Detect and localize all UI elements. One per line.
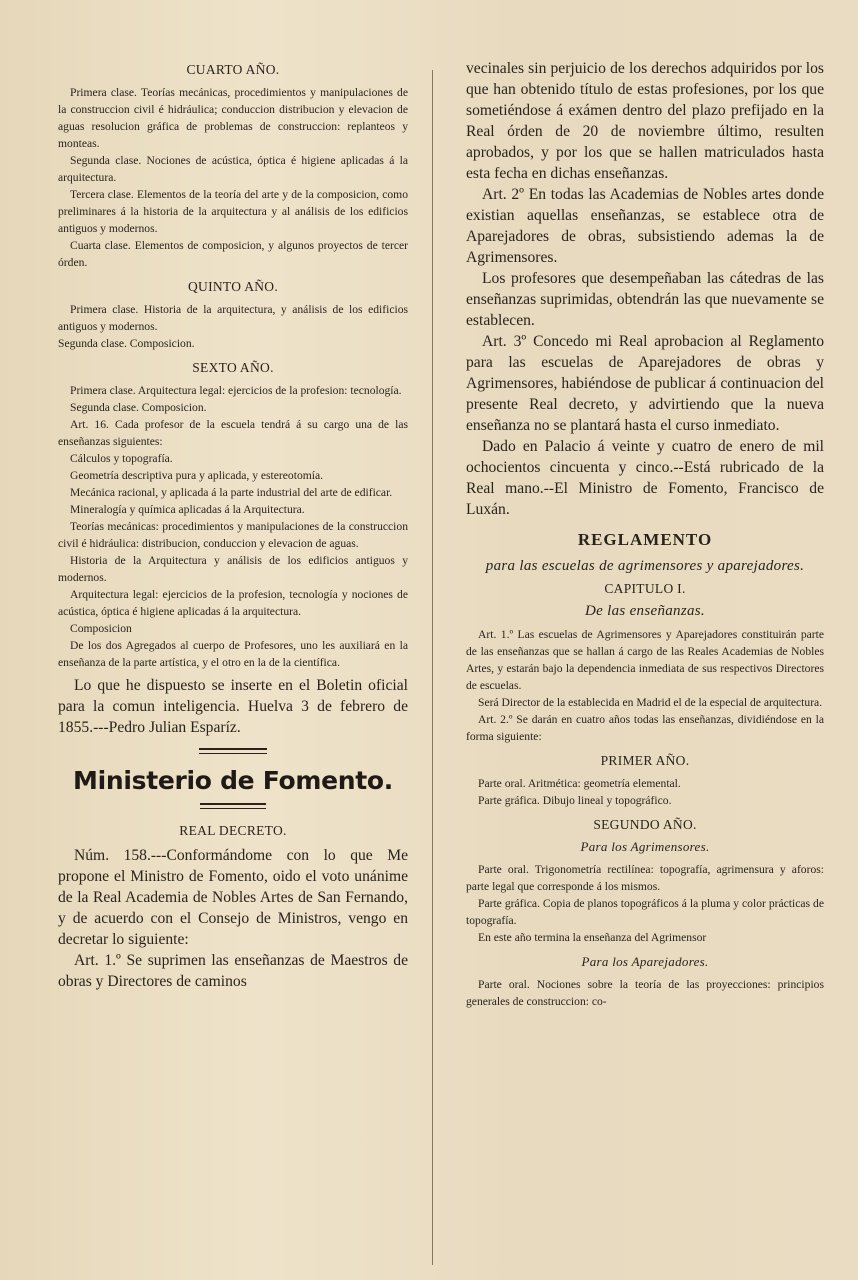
sexto-item: Arquitectura legal: ejercicios de la profesion, tecnología y nociones de acústica, óptica é higiene aplicadas á la arquitectura. (58, 588, 408, 618)
sexto-item: Cálculos y topografía. (70, 452, 173, 465)
article-16: Art. 16. Cada profesor de la escuela tendrá á su cargo una de las enseñanzas siguientes: (58, 418, 408, 448)
closing-paragraph: Lo que he dispuesto se inserte en el Boletin oficial para la comun inteligencia. Huelva 3 de febrero de 1855.---Pedro Julian Esparíz. (58, 677, 408, 736)
segundo-item: En este año termina la enseñanza del Agrimensor (478, 931, 707, 944)
sexto-item: Primera clase. Arquitectura legal: ejercicios de la profesion: tecnología. (70, 384, 402, 397)
heading-segundo-ano: SEGUNDO AÑO. (593, 817, 697, 832)
reglamento-article-2: Art. 2.º Se darán en cuatro años todas las enseñanzas, dividiéndose en la forma siguiente: (466, 713, 824, 743)
sexto-item: Composicion (70, 622, 132, 635)
sexto-item: Segunda clase. Composicion. (70, 401, 207, 414)
decreto-paragraph: Núm. 158.---Conformándome con lo que Me propone el Ministro de Fomento, oido el voto unánime de la Real Academia de Nobles Artes de San Fernando, y de acuerdo con el Consejo de Ministros, vengo en decretar lo siguiente: (58, 847, 408, 948)
quinto-item: Primera clase. Historia de la arquitectura, y análisis de los edificios antiguos y modernos. (58, 303, 408, 333)
article-2: Art. 2º En todas las Academias de Nobles artes donde existian aquellas enseñanzas, se establece otra de Aparejadores de obras, subsistiendo ademas la de Agrimensores. (466, 186, 824, 266)
heading-ensenanzas: De las enseñanzas. (585, 603, 705, 619)
column-divider (432, 70, 433, 1265)
left-column (58, 58, 408, 1260)
sexto-item: Historia de la Arquitectura y análisis de los edificios antiguos y modernos. (58, 554, 408, 584)
heading-para-agrimensores: Para los Agrimensores. (580, 839, 710, 854)
cuarto-item: Cuarta clase. Elementos de composicion, y algunos proyectos de tercer órden. (58, 239, 408, 269)
reglamento-article-1: Art. 1.º Las escuelas de Agrimensores y Aparejadores constituirán parte de las enseñanzas que se hallan á cargo de las Reales Academias de Nobles Artes, y estarán bajo la dependencia inmediata de sus respectivos Directores de escuelas. (466, 628, 824, 692)
profesores-paragraph: Los profesores que desempeñaban las cátedras de las enseñanzas suprimidas, obtendrán las que nuevamente se establecen. (466, 270, 824, 329)
heading-cuarto-ano: CUARTO AÑO. (186, 62, 280, 77)
dado-paragraph: Dado en Palacio á veinte y cuatro de enero de mil ochocientos cincuenta y cinco.--Está rubricado de la Real mano.--El Ministro de Fomento, Francisco de Luxán. (466, 438, 824, 518)
cuarto-item: Tercera clase. Elementos de la teoría del arte y de la composicion, como preliminares á la historia de la arquitectura y al análisis de los edificios antiguos y modernos. (58, 188, 408, 235)
sexto-item: Geometría descriptiva pura y aplicada, y estereotomía. (70, 469, 324, 482)
heading-para-escuelas: para las escuelas de agrimensores y aparejadores. (485, 558, 805, 574)
ministry-title: Ministerio de Fomento. (73, 766, 393, 795)
section-rule (199, 748, 267, 754)
director-paragraph: Será Director de la establecida en Madrid el de la especial de arquitectura. (478, 696, 823, 709)
segundo-item: Parte gráfica. Copia de planos topográficos á la pluma y color prácticas de topografía. (466, 897, 824, 927)
heading-sexto-ano: SEXTO AÑO. (192, 360, 274, 375)
cuarto-item: Segunda clase. Nociones de acústica, óptica é higiene aplicadas á la arquitectura. (58, 154, 408, 184)
right-column (466, 58, 824, 1260)
primer-item: Parte gráfica. Dibujo lineal y topográfico. (478, 794, 672, 807)
continuation-paragraph: vecinales sin perjuicio de los derechos adquiridos por los que han obtenido título de estas profesiones, por los que sometiéndose á exámen dentro del plazo prefijado en la Real órden de 20 de noviembre último, resulten aprobados, y por los que se hallen matriculados hasta esta fecha en dichas enseñanzas. (466, 60, 824, 182)
heading-reglamento: REGLAMENTO (577, 530, 713, 549)
sexto-item: Mineralogía y química aplicadas á la Arquitectura. (70, 503, 305, 516)
primer-item: Parte oral. Aritmética: geometría elemental. (478, 777, 681, 790)
heading-capitulo: CAPITULO I. (604, 581, 686, 596)
heading-para-aparejadores: Para los Aparejadores. (581, 954, 709, 969)
quinto-item: Segunda clase. Composicion. (58, 337, 195, 350)
sexto-item: De los dos Agregados al cuerpo de Profesores, uno les auxiliará en la enseñanza de la parte artística, y el otro en la de la científica. (58, 639, 408, 669)
decreto-article-1: Art. 1.º Se suprimen las enseñanzas de Maestros de obras y Directores de caminos (58, 952, 408, 990)
heading-real-decreto: REAL DECRETO. (179, 823, 287, 838)
article-3: Art. 3º Concedo mi Real aprobacion al Reglamento para las escuelas de Aparejadores de obras y Agrimensores, habiéndose de publicar á continuacion del presente Real decreto, y advirtiendo que la nueva enseñanza no se plantará hasta el curso inmediato. (466, 333, 824, 434)
heading-quinto-ano: QUINTO AÑO. (187, 279, 279, 294)
cuarto-item: Primera clase. Teorías mecánicas, procedimientos y manipulaciones de la construccion civil é hidráulica; conduccion distribucion y elevacion de aguas resolucion gráfica de problemas de construccion: replanteos y monteas. (58, 86, 408, 150)
aparejadores-item: Parte oral. Nociones sobre la teoría de las proyecciones: principios generales de construccion: co- (466, 978, 824, 1008)
sexto-item: Mecánica racional, y aplicada á la parte industrial del arte de edificar. (70, 486, 393, 499)
heading-primer-ano: PRIMER AÑO. (600, 753, 690, 768)
segundo-item: Parte oral. Trigonometría rectilínea: topografía, agrimensura y aforos: parte legal que corresponde á los mismos. (466, 863, 824, 893)
sexto-item: Teorías mecánicas: procedimientos y manipulaciones de la construccion civil é hidráulica: distribucion, conduccion y elevacion de aguas. (58, 520, 408, 550)
